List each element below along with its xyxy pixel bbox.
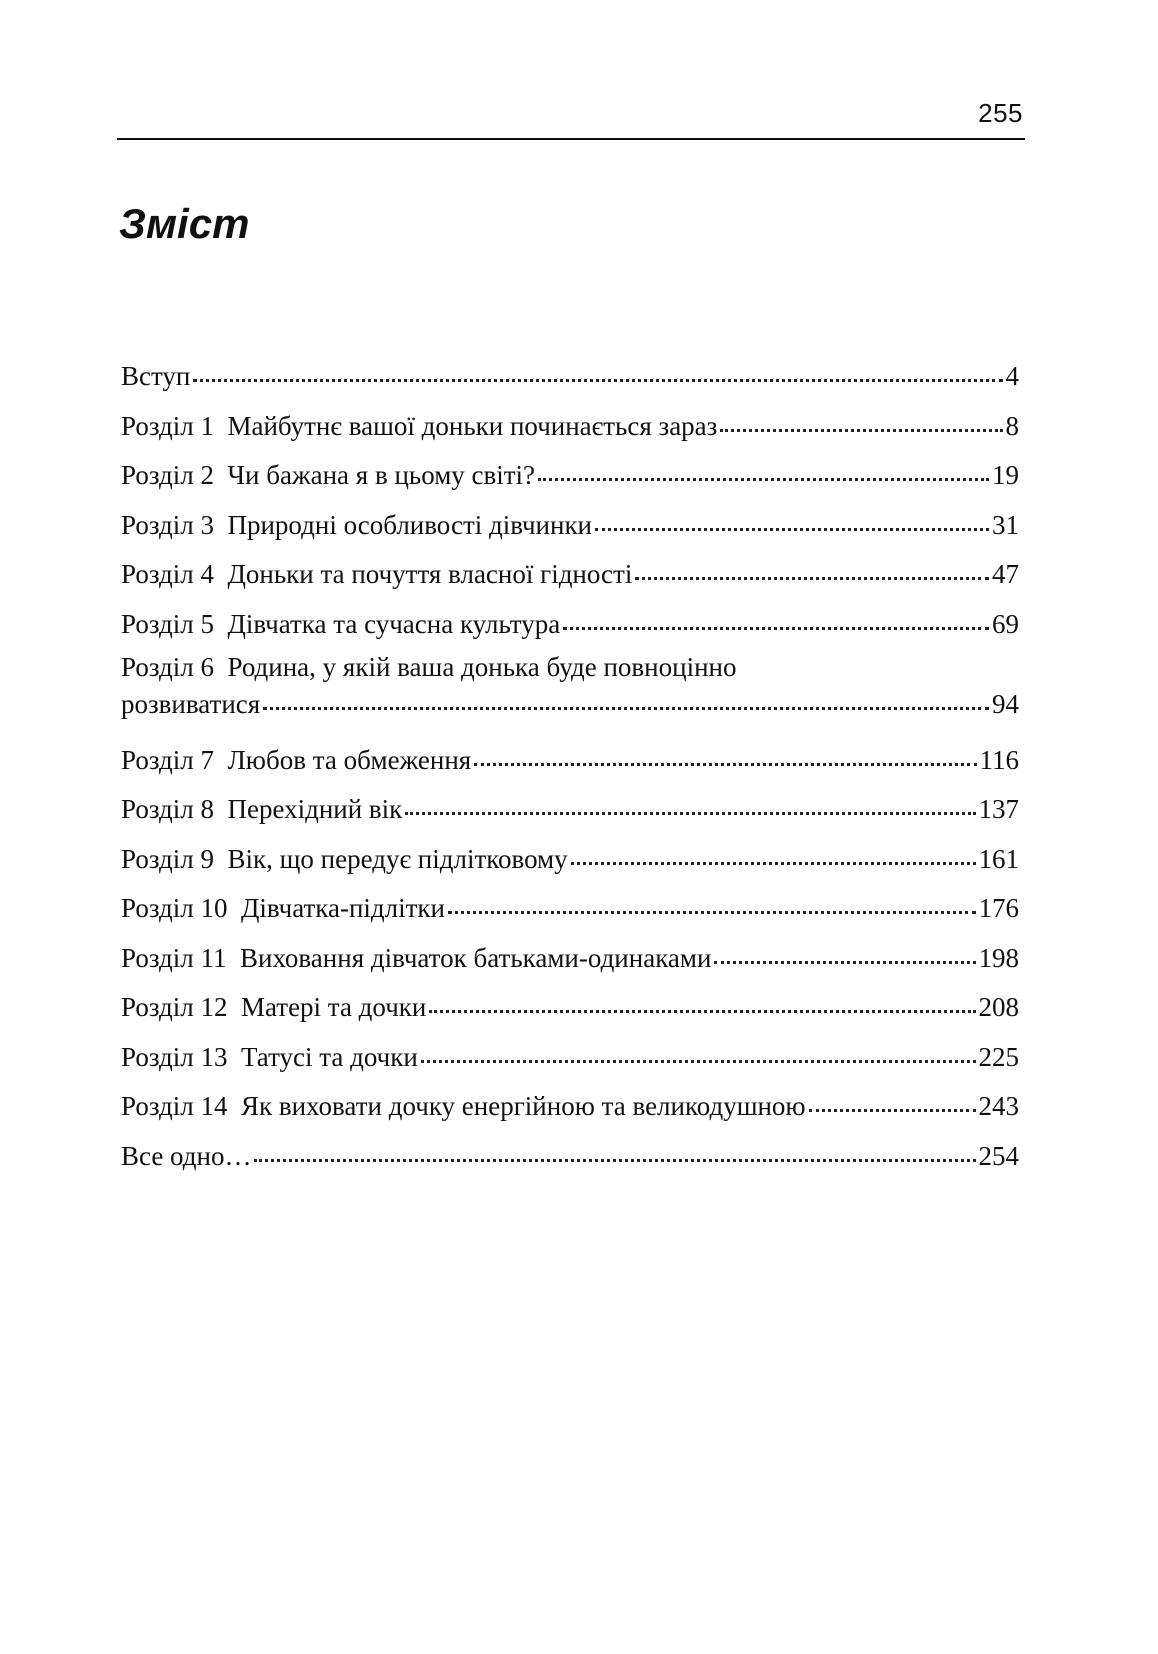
toc-entry-first-line [121,649,1019,686]
toc-entry-page: 161 [978,843,1019,874]
toc-entry-chapter: Розділ 8 [121,794,214,824]
toc-entry-page: 19 [992,460,1019,490]
toc-entry-page: 198 [978,942,1019,973]
dot-leader [405,791,975,818]
toc-entry-chapter: Розділ 4 [121,559,214,589]
dot-leader [635,556,989,583]
dot-leader [263,686,989,713]
toc-entry-chapter-6[interactable] [121,649,1019,736]
toc-entry-title: Чи бажана я в цьому світі? [227,460,536,490]
toc-entry-page: 208 [978,992,1019,1022]
toc-entry-chapter-7[interactable] [121,736,1019,786]
toc-entry-chapter-13[interactable] [121,1033,1019,1083]
toc-entry-chapter-10[interactable] [121,884,1019,934]
toc-entry-page: 94 [992,689,1019,719]
toc-entry-page: 116 [979,744,1019,775]
toc-entry-chapter-1[interactable] [121,402,1019,452]
toc-entry-title: Дівчатка-підлітки [240,893,446,923]
toc-entry-chapter: Розділ 5 [121,608,214,639]
dot-leader [254,1138,975,1165]
toc-entry-chapter: Розділ 9 [121,843,214,874]
dot-leader [448,890,975,917]
toc-entry-second-line [121,686,1019,736]
table-of-contents [121,352,1019,1181]
toc-entry-chapter-11[interactable] [121,934,1019,984]
toc-entry-page: 225 [978,1041,1019,1072]
toc-entry-title-continued: розвиватися [121,689,261,719]
toc-entry-chapter-14[interactable] [121,1082,1019,1132]
toc-entry-afterword[interactable] [121,1132,1019,1182]
toc-entry-title: Природні особливості дівчинки [227,509,593,540]
toc-entry-chapter: Розділ 13 [121,1041,228,1072]
toc-entry-page: 243 [978,1091,1019,1121]
toc-entry-title: Дівчатка та сучасна культура [227,608,561,639]
toc-entry-chapter: Розділ 7 [121,744,214,775]
toc-entry-page: 8 [1005,410,1019,441]
dot-leader [193,358,1002,385]
dot-leader [809,1088,976,1115]
toc-entry-introduction[interactable] [121,352,1019,402]
toc-entry-chapter-5[interactable] [121,600,1019,650]
toc-entry-title: Як виховати дочку енергійною та великодушною [240,1091,806,1121]
toc-entry-chapter-12[interactable] [121,983,1019,1033]
toc-entry-title: Вік, що передує підлітковому [227,843,568,874]
toc-entry-title: Любов та обмеження [227,744,472,775]
toc-entry-chapter-9[interactable] [121,835,1019,885]
toc-entry-chapter: Розділ 14 [121,1091,228,1121]
dot-leader [595,507,989,534]
toc-entry-chapter: Розділ 6 [121,652,214,682]
toc-entry-chapter: Розділ 11 [121,942,227,973]
toc-entry-title: Вступ [121,361,191,391]
toc-entry-chapter-8[interactable] [121,785,1019,835]
toc-entry-page: 254 [978,1140,1019,1171]
toc-entry-chapter-2[interactable] [121,451,1019,501]
toc-entry-chapter-4[interactable] [121,550,1019,600]
toc-entry-title: Матері та дочки [240,992,427,1022]
toc-entry-page: 176 [978,893,1019,923]
dot-leader [421,1039,976,1066]
dot-leader [563,606,989,633]
dot-leader [720,408,1002,435]
dot-leader [474,742,976,769]
dot-leader [429,989,975,1016]
toc-entry-title: Доньки та почуття власної гідності [227,559,633,589]
toc-entry-chapter: Розділ 1 [121,410,214,441]
toc-entry-chapter: Розділ 12 [121,992,228,1022]
toc-entry-page: 47 [992,559,1019,589]
toc-entry-chapter: Розділ 3 [121,509,214,540]
page-title: Зміст [119,200,250,247]
dot-leader [714,940,975,967]
dot-leader [571,841,976,868]
toc-entry-page: 137 [978,794,1019,824]
toc-entry-chapter: Розділ 2 [121,460,214,490]
toc-entry-title: Майбутнє вашої доньки починається зараз [227,410,718,441]
toc-entry-page: 31 [992,509,1019,540]
dot-leader [538,457,989,484]
page-header [117,98,1025,140]
toc-entry-title: Виховання дівчаток батьками-одинаками [239,942,712,973]
toc-entry-title: Татусі та дочки [240,1041,418,1072]
toc-entry-title: Все одно… [121,1140,252,1171]
toc-entry-page: 69 [992,608,1019,639]
toc-entry-chapter: Розділ 10 [121,893,228,923]
toc-entry-title: Перехідний вік [227,794,403,824]
page-number: 255 [978,98,1023,128]
toc-entry-chapter-3[interactable] [121,501,1019,551]
toc-entry-title: Родина, у якій ваша донька буде повноцінно [227,652,737,682]
toc-entry-page: 4 [1005,361,1019,391]
